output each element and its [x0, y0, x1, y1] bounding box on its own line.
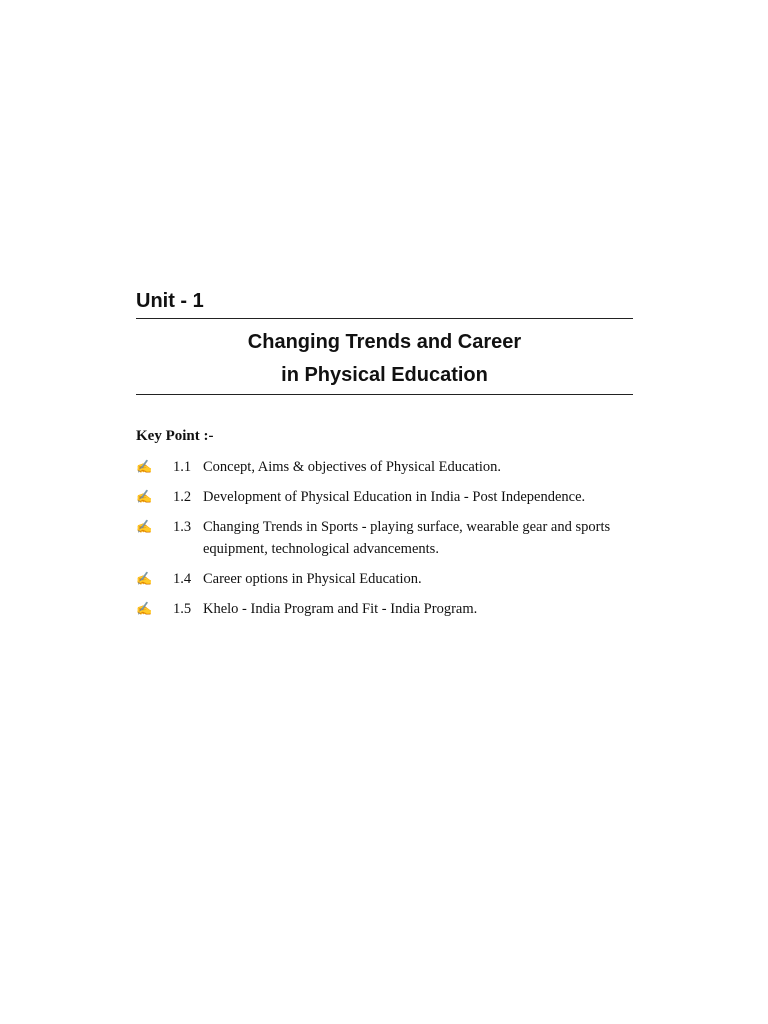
- key-point-number: 1.3: [173, 519, 192, 535]
- key-point-text: Career options in Physical Education.: [203, 571, 422, 587]
- key-point-label: Key Point :-: [136, 428, 214, 444]
- key-point-item: [136, 486, 636, 508]
- key-point-text: Development of Physical Education in India - Post Independence.: [203, 489, 586, 505]
- writing-hand-icon: ✍: [136, 489, 153, 504]
- chapter-title-line-2: in Physical Education: [281, 364, 488, 386]
- chapter-title-line-1: Changing Trends and Career: [247, 331, 522, 353]
- key-point-number: 1.1: [173, 459, 192, 475]
- chapter-title: [136, 326, 633, 392]
- key-point-list: [136, 456, 636, 628]
- unit-heading: Unit - 1: [136, 290, 204, 312]
- key-point-item: [136, 456, 636, 478]
- writing-hand-icon: ✍: [136, 601, 153, 616]
- key-point-item: [136, 516, 636, 560]
- key-point-text: Changing Trends in Sports - playing surface, wearable gear and sports equipment, technological advancements.: [203, 519, 611, 557]
- bottom-divider: [136, 394, 633, 395]
- writing-hand-icon: ✍: [136, 519, 153, 534]
- top-divider: [136, 318, 633, 319]
- key-point-text: Khelo - India Program and Fit - India Program.: [203, 601, 478, 617]
- key-point-item: [136, 568, 636, 590]
- key-point-text: Concept, Aims & objectives of Physical Education.: [203, 459, 502, 475]
- key-point-item: [136, 598, 636, 620]
- key-point-number: 1.2: [173, 489, 192, 505]
- writing-hand-icon: ✍: [136, 571, 153, 586]
- key-point-number: 1.5: [173, 601, 192, 617]
- writing-hand-icon: ✍: [136, 459, 153, 474]
- key-point-number: 1.4: [173, 571, 192, 587]
